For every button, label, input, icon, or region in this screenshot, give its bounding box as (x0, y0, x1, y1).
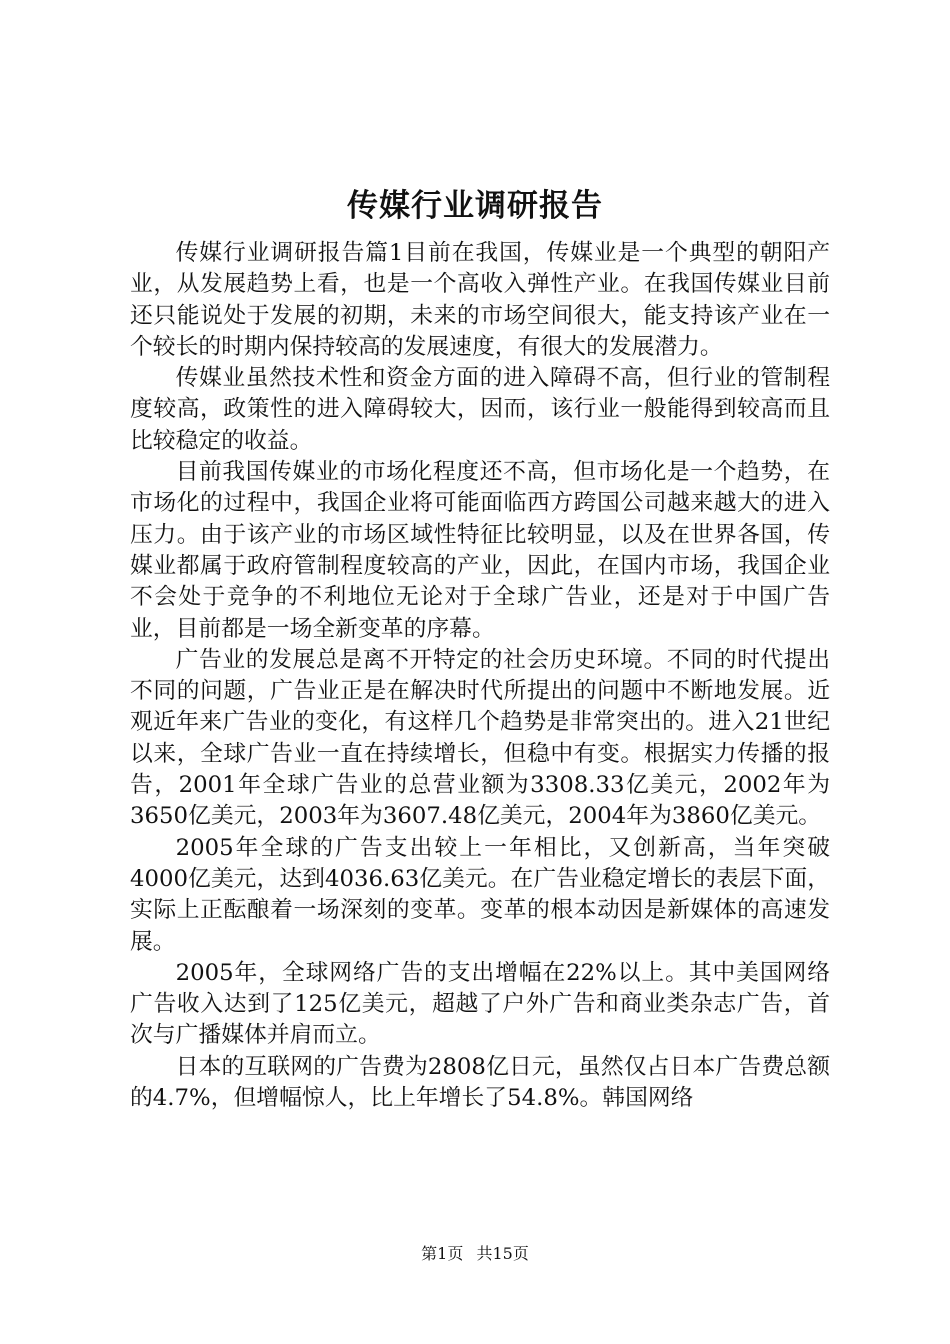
page-footer (0, 1242, 950, 1266)
paragraph: 传媒行业调研报告篇1目前在我国，传媒业是一个典型的朝阳产业，从发展趋势上看，也是一个高收入弹性产业。在我国传媒业目前还只能说处于发展的初期，未来的市场空间很大，能支持该产业在一个较长的时期内保持较高的发展速度，有很大的发展潜力。 (130, 240, 830, 360)
page-number: 第1页 (421, 1244, 464, 1263)
paragraph: 广告业的发展总是离不开特定的社会历史环境。不同的时代提出不同的问题，广告业正是在解决时代所提出的问题中不断地发展。近观近年来广告业的变化，有这样几个趋势是非常突出的。进入21世纪以来，全球广告业一直在持续增长，但稳中有变。根据实力传播的报告，2001年全球广告业的总营业额为3308.33亿美元，2002年为3650亿美元，2003年为3607.48亿美元，2004年为3860亿美元。 (130, 646, 830, 830)
paragraph: 2005年全球的广告支出较上一年相比，又创新高，当年突破4000亿美元，达到4036.63亿美元。在广告业稳定增长的表层下面，实际上正酝酿着一场深刻的变革。变革的根本动因是新媒体的高速发展。 (130, 834, 830, 955)
paragraph: 传媒业虽然技术性和资金方面的进入障碍不高，但行业的管制程度较高，政策性的进入障碍较大，因而，该行业一般能得到较高而且比较稳定的收益。 (130, 365, 830, 454)
paragraph: 2005年，全球网络广告的支出增幅在22%以上。其中美国网络广告收入达到了125亿美元，超越了户外广告和商业类杂志广告，首次与广播媒体并肩而立。 (130, 959, 830, 1049)
paragraph: 目前我国传媒业的市场化程度还不高，但市场化是一个趋势，在市场化的过程中，我国企业将可能面临西方跨国公司越来越大的进入压力。由于该产业的市场区域性特征比较明显，以及在世界各国，传媒业都属于政府管制程度较高的产业，因此，在国内市场，我国企业不会处于竞争的不利地位无论对于全球广告业，还是对于中国广告业，目前都是一场全新变革的序幕。 (130, 459, 830, 642)
page-total: 共15页 (476, 1244, 529, 1263)
paragraph: 日本的互联网的广告费为2808亿日元，虽然仅占日本广告费总额的4.7%，但增幅惊人，比上年增长了54.8%。韩国网络 (130, 1053, 830, 1112)
document-body (130, 238, 830, 1114)
document-title: 传媒行业调研报告 (347, 188, 603, 224)
